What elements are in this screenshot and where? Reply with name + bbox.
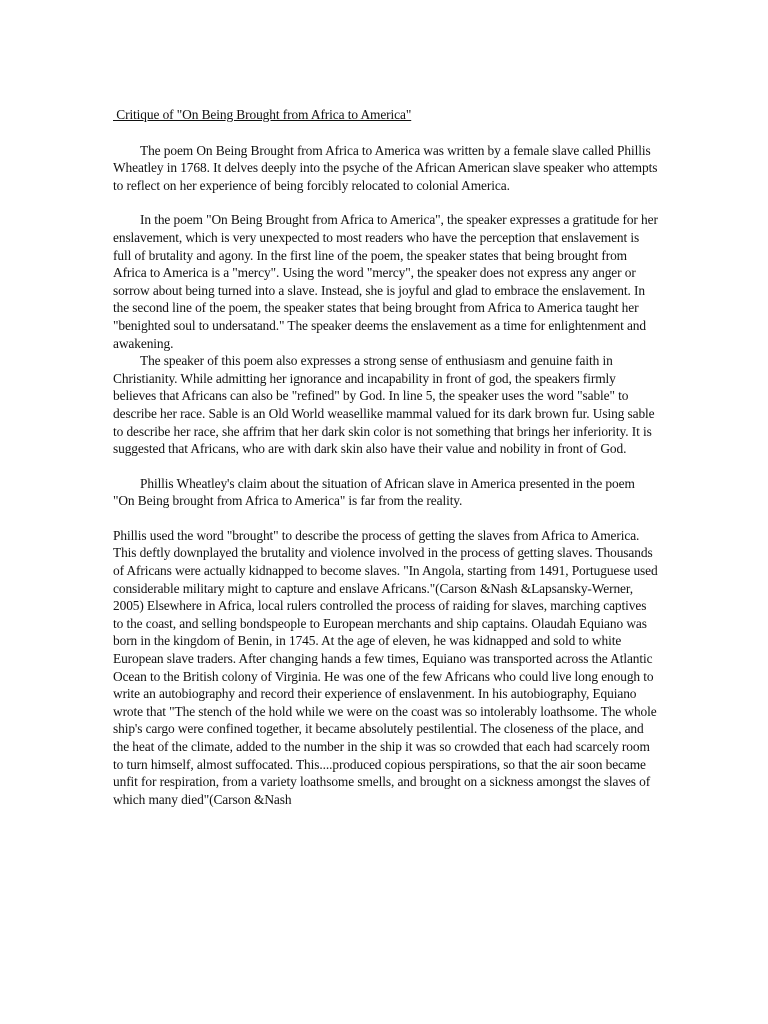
paragraph-claim: Phillis Wheatley's claim about the situation of African slave in America presented in the poem "On Being brought from Africa to America" is far from the reality. xyxy=(113,475,635,509)
document-title: Critique of "On Being Brought from Africa to America" xyxy=(113,107,412,122)
paragraph-faith: The speaker of this poem also expresses a strong sense of enthusiasm and genuine faith in Christianity. While admitting her ignorance and incapability in front of god, the speakers firmly believes that Africans can also be "refined" by God. In line 5, the speaker uses the word "sable" to describe her race. Sable is an Old World weasellike mammal valued for its dark brown fur. Using sable to describe her race, she affrim that her dark skin color is not something that brings her inferiority. It is suggested that Africans, who are with dark skin also have their value and nobility in front of God. xyxy=(113,353,655,457)
paragraph-brought: Phillis used the word "brought" to describe the process of getting the slaves from Africa to America. This deftly downplayed the brutality and violence involved in the process of getting slaves. Thousands of Africans were actually kidnapped to become slaves. "In Angola, starting from 1491, Portuguese used considerable military might to capture and enslave Africans."(Carson &Nash &Lapsansky-Werner, 2005) Elsewhere in Africa, local rulers controlled the process of raiding for slaves, marching captives to the coast, and selling bondspeople to European merchants and ship captains. Olaudah Equiano was born in the kingdom of Benin, in 1745. At the age of eleven, he was kidnapped and sold to white European slave traders. After changing hands a few times, Equiano was transported across the Atlantic Ocean to the British colony of Virginia. He was one of the few Africans who could live long enough to write an autobiography and record their experience of enslavenment. In his autobiography, Equiano wrote that "The stench of the hold while we were on the coast was so intolerably loathsome. The whole ship's cargo were confined together, it became absolutely pestilential. The closeness of the place, and the heat of the climate, added to the number in the ship it was so crowded that each had scarcely room to turn himself, almost suffocated. This....produced copious perspirations, so that the air soon became unfit for respiration, from a variety loathsome smells, and brought on a sickness amongst the slaves of which many died"(Carson &Nash xyxy=(113,527,658,807)
paragraph-gratitude: In the poem "On Being Brought from Africa to America", the speaker expresses a gratitude for her enslavement, which is very unexpected to most readers who have the perception that enslavement is full of brutality and agony. In the first line of the poem, the speaker states that being brought from Africa to America is a "mercy". Using the word "mercy", the speaker does not express any anger or sorrow about being turned into a slave. Instead, she is joyful and glad to embrace the enslavement. In the second line of the poem, the speaker states that being brought from Africa to America taught her "benighted soul to undersatand." The speaker deems the enslavement as a time for enlightenment and awakening. xyxy=(113,212,658,351)
document-body xyxy=(113,106,659,808)
paragraph-intro: The poem On Being Brought from Africa to America was written by a female slave called Phillis Wheatley in 1768. It delves deeply into the psyche of the African American slave speaker who attempts to reflect on her experience of being forcibly relocated to colonial America. xyxy=(113,142,658,193)
